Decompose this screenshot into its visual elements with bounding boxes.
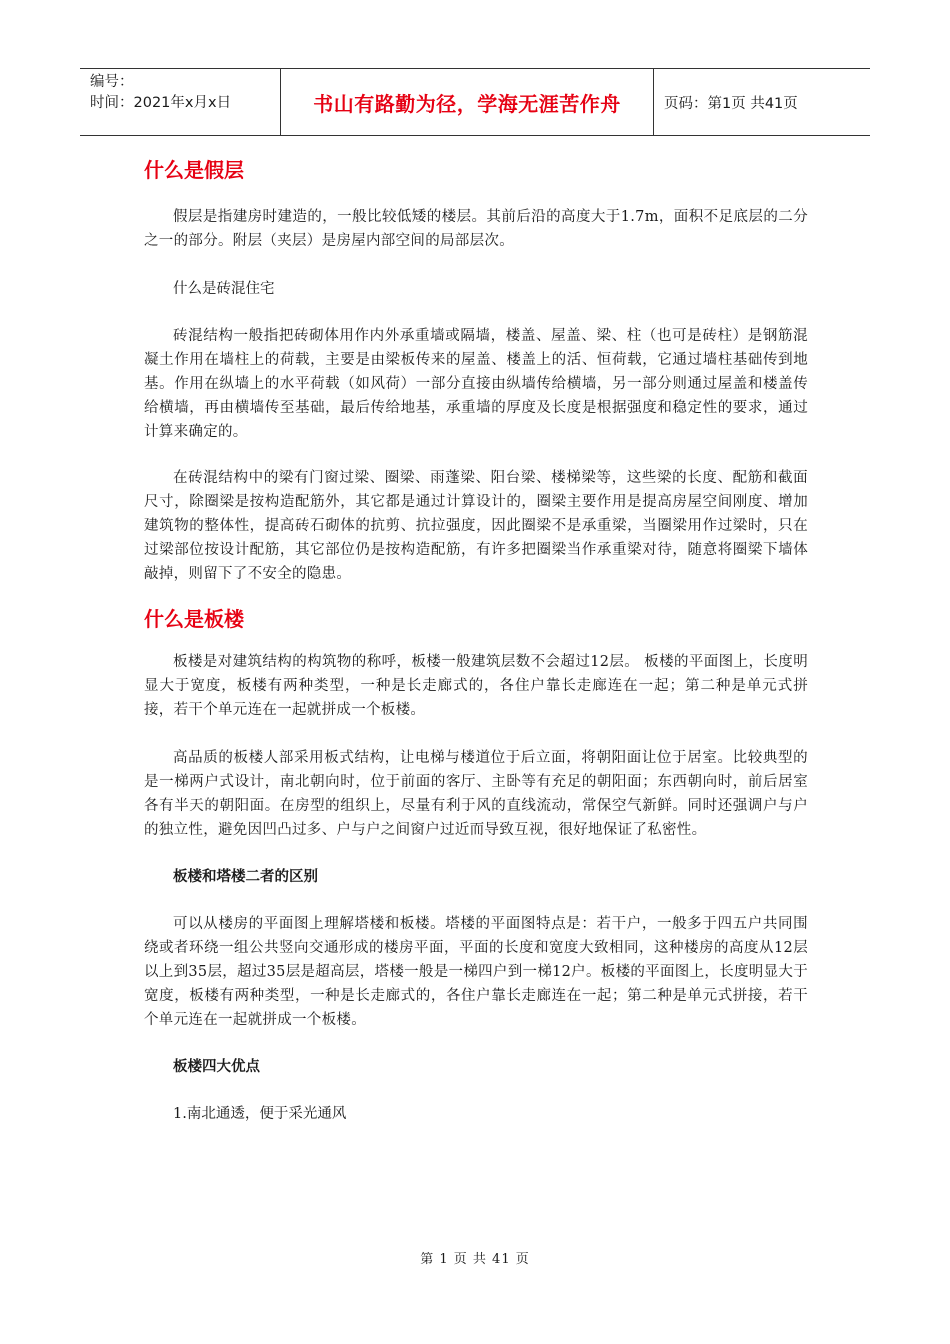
paragraph-slab-building-1: 板楼是对建筑结构的构筑物的称呼，板楼一般建筑层数不会超过12层。 板楼的平面图上，长度明显大于宽度，板楼有两种类型，一种是长走廊式的，各住户靠长走廊连在一起；第二种是单元式拼接，若干个单元连在一起就拼成一个板楼。 — [144, 654, 808, 718]
paragraph-brick-concrete-2: 在砖混结构中的梁有门窗过梁、圈梁、雨蓬梁、阳台梁、楼梯梁等，这些梁的长度、配筋和截面尺寸，除圈梁是按构造配筋外，其它都是通过计算设计的，圈梁主要作用是提高房屋空间刚度、增加建筑物的整体性，提高砖石砌体的抗剪、抗拉强度，因此圈梁不是承重梁，当圈梁用作过梁时，只在过梁部位按设计配筋，其它部位仍是按构造配筋，有许多把圈梁当作承重梁对待，随意将圈梁下墙体敲掉，则留下了不安全的隐患。 — [144, 470, 808, 582]
number-label: 编号： — [90, 74, 134, 90]
paragraph-fake-floor: 假层是指建房时建造的，一般比较低矮的楼层。其前后沿的高度大于1.7m，面积不足底层的二分之一的部分。附层（夹层）是房屋内部空间的局部层次。 — [144, 209, 808, 249]
document-header — [80, 68, 870, 136]
header-motto: 书山有路勤为径，学海无涯苦作舟 — [281, 69, 654, 135]
list-item-advantage-1: 1.南北通透，便于采光通风 — [173, 1106, 347, 1122]
section-heading-slab-building: 什么是板楼 — [144, 607, 244, 631]
header-page-info: 页码：第1页 共41页 — [664, 95, 798, 112]
paragraph-brick-concrete-1: 砖混结构一般指把砖砌体用作内外承重墙或隔墙，楼盖、屋盖、梁、柱（也可是砖柱）是钢筋混凝土作用在墙柱上的荷载，主要是由梁板传来的屋盖、楼盖上的活、恒荷载，它通过墙柱基础传到地基。作用在纵墙上的水平荷载（如风荷）一部分直接由纵墙传给横墙，另一部分则通过屋盖和楼盖传给横墙，再由横墙传至基础，最后传给地基，承重墙的厚度及长度是根据强度和稳定性的要求，通过计算来确定的。 — [144, 328, 808, 440]
time-label: 时间：2021年x月x日 — [90, 95, 232, 111]
bold-heading-difference: 板楼和塔楼二者的区别 — [173, 869, 318, 885]
paragraph-difference: 可以从楼房的平面图上理解塔楼和板楼。塔楼的平面图特点是：若干户，一般多于四五户共同围绕或者环绕一组公共竖向交通形成的楼房平面，平面的长度和宽度大致相同，这种楼房的高度从12层以上到35层，超过35层是超高层，塔楼一般是一梯四户到一梯12户。板楼的平面图上，长度明显大于宽度，板楼有两种类型，一种是长走廊式的，各住户靠长走廊连在一起；第二种是单元式拼接，若干个单元连在一起就拼成一个板楼。 — [144, 916, 808, 1028]
bold-heading-advantages: 板楼四大优点 — [173, 1059, 260, 1075]
subheading-brick-concrete: 什么是砖混住宅 — [173, 281, 275, 297]
page-footer: 第 1 页 共 41 页 — [420, 1252, 530, 1267]
section-heading-fake-floor: 什么是假层 — [144, 158, 244, 182]
header-meta-cell — [80, 69, 281, 135]
document-body — [144, 155, 808, 1126]
paragraph-slab-building-2: 高品质的板楼人部采用板式结构，让电梯与楼道位于后立面，将朝阳面让位于居室。比较典型的是一梯两户式设计，南北朝向时，位于前面的客厅、主卧等有充足的朝阳面；东西朝向时，前后居室各有半天的朝阳面。在房型的组织上，尽量有利于风的直线流动，常保空气新鲜。同时还强调户与户的独立性，避免因凹凸过多、户与户之间窗户过近而导致互视，很好地保证了私密性。 — [144, 750, 808, 838]
